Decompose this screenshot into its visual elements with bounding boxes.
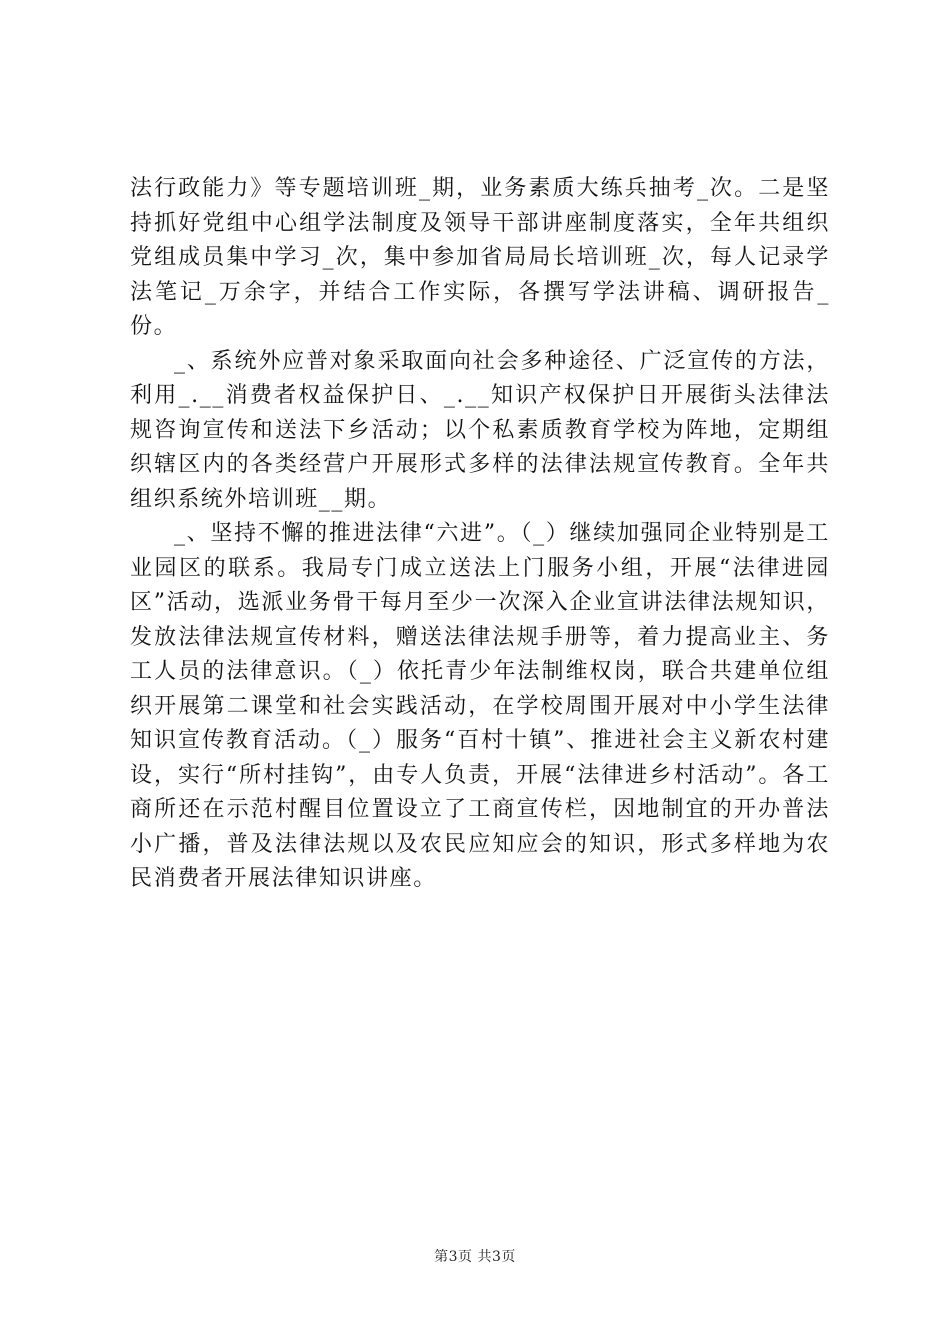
paragraph-six-entries: _、坚持不懈的推进法律“六进”。（_）继续加强同企业特别是工业园区的联系。我局专门成立送法上门服务小组，开展“法律进园区”活动，选派业务骨干每月至少一次深入企业宣讲法律法规知识，发放法律法规宣传材料，赠送法律法规手册等，着力提高业主、务工人员的法律意识。（_）依托青少年法制维权岗，联合共建单位组织开展第二课堂和社会实践活动，在学校周围开展对中小学生法律知识宣传教育活动。（_）服务“百村十镇”、推进社会主义新农村建设，实行“所村挂钩”，由专人负责，开展“法律进乡村活动”。各工商所还在示范村醒目位置设立了工商宣传栏，因地制宜的开办普法小广播，普及法律法规以及农民应知应会的知识，形式多样地为农民消费者开展法律知识讲座。 xyxy=(130,521,830,891)
document-body xyxy=(130,172,830,897)
page-footer: 第3页 共3页 xyxy=(434,1249,516,1265)
paragraph-external-publicity: _、系统外应普对象采取面向社会多种途径、广泛宣传的方法，利用_.__消费者权益保护日、_.__知识产权保护日开展街头法律法规咨询宣传和送法下乡活动；以个私素质教育学校为阵地，定期组织辖区内的各类经营户开展形式多样的法律法规宣传教育。全年共组织系统外培训班__期。 xyxy=(130,348,830,512)
paragraph-continued: 法行政能力》等专题培训班_期，业务素质大练兵抽考_次。二是坚持抓好党组中心组学法制度及领导干部讲座制度落实，全年共组织党组成员集中学习_次，集中参加省局局长培训班_次，每人记录学法笔记_万余字，并结合工作实际，各撰写学法讲稿、调研报告_份。 xyxy=(130,176,830,339)
